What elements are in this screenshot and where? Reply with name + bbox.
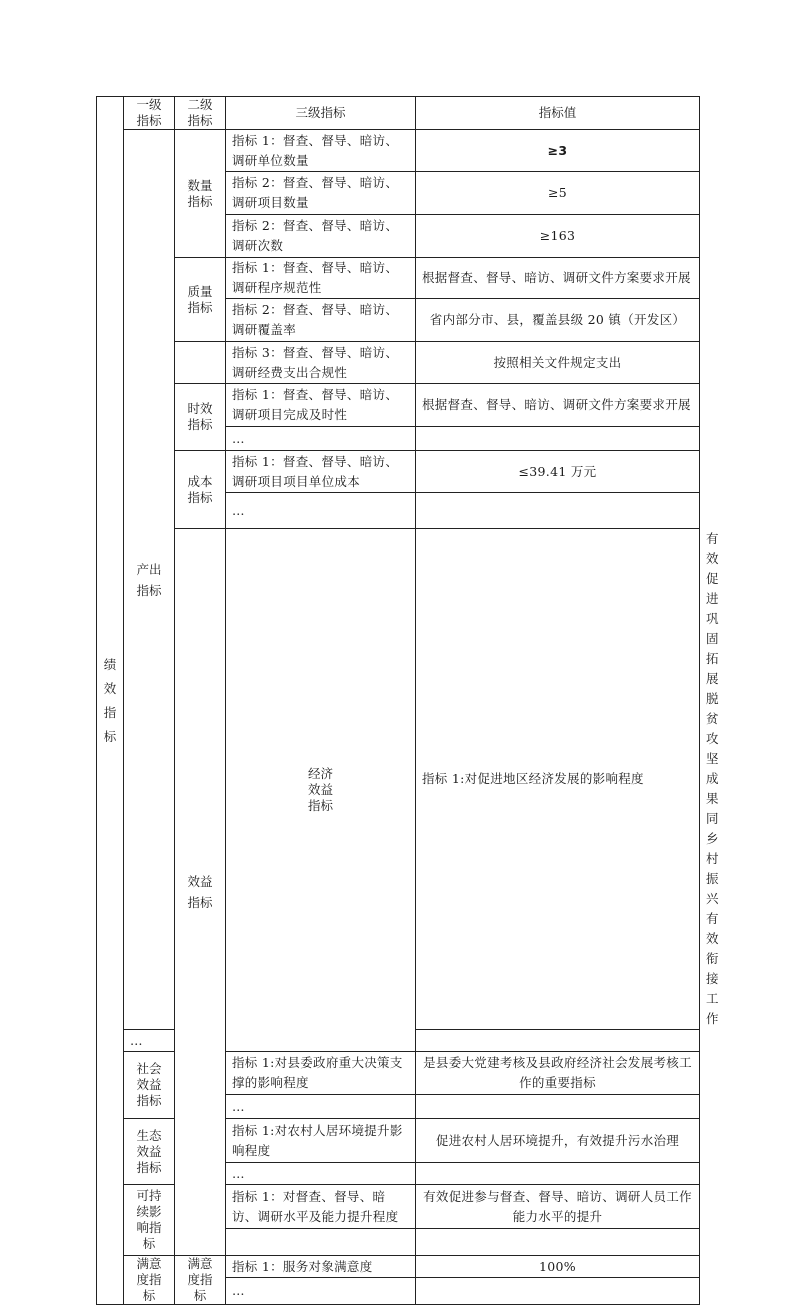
ecological-label-cell [124,1119,175,1185]
quantity-label: 数量指标 [187,177,213,209]
value-cell [416,427,700,451]
blank-label-cell [175,342,226,384]
value-cell [416,1095,700,1119]
indicator-cell: … [124,1030,175,1052]
value-cell: 省内部分市、县，覆盖县级 20 镇（开发区） [416,299,700,342]
indicator-cell: 指标 1：对督查、督导、暗访、调研水平及能力提升程度 [226,1185,416,1229]
satisfaction-label: 满意度指标 [136,1256,162,1303]
value-cell [416,1030,700,1052]
indicator-cell: 指标 1：服务对象满意度 [226,1256,416,1278]
value-cell: ≥5 [416,172,700,215]
indicator-cell: 指标 2：督查、督导、暗访、调研项目数量 [226,172,416,215]
table-row [97,258,700,299]
satisfaction-sub-label: 满意度指标 [187,1256,213,1303]
value-cell: 100% [416,1256,700,1278]
table-row [97,130,700,172]
table-row [97,451,700,493]
quality-label-cell [175,258,226,342]
sustainable-label-cell [124,1185,175,1256]
value-cell [416,1229,700,1256]
table-row: 效益指标 经济效益指标 指标 1:对促进地区经济发展的影响程度 有效促进巩固拓展脱贫攻坚成果同乡村振兴有效衔接工作 [97,529,700,1030]
indicator-cell [226,1229,416,1256]
benefit-label: 效益指标 [187,874,213,910]
indicator-cell: 指标 1：督查、督导、暗访、调研项目完成及时性 [226,384,416,427]
timeliness-label: 时效指标 [187,401,213,432]
cost-label-cell [175,451,226,529]
sustainable-label: 可持续影响指标 [136,1188,162,1251]
table-row [97,384,700,427]
indicator-cell: … [226,1095,416,1119]
indicator-cell: … [226,1163,416,1185]
performance-indicator-table [96,96,719,1305]
value-cell: ≤39.41 万元 [416,451,700,493]
value-cell [416,493,700,529]
root-label: 绩效指标 [103,656,117,744]
value-cell [416,1278,700,1305]
quantity-label-cell [175,130,226,258]
indicator-cell: 指标 3：督查、督导、暗访、调研经费支出合规性 [226,342,416,384]
indicator-cell: 指标 1:对农村人居环境提升影响程度 [226,1119,416,1163]
indicator-cell: … [226,493,416,529]
value-cell: 根据督查、督导、暗访、调研文件方案要求开展 [416,258,700,299]
social-label-cell [124,1052,175,1119]
value-cell: 根据督查、督导、暗访、调研文件方案要求开展 [416,384,700,427]
economic-label-cell [226,529,416,1052]
header-level1: 一级指标 [124,97,175,130]
value-cell: 按照相关文件规定支出 [416,342,700,384]
indicator-cell: 指标 1:对县委政府重大决策支撑的影响程度 [226,1052,416,1095]
indicator-cell: … [226,1278,416,1305]
social-label: 社会效益指标 [136,1061,162,1108]
timeliness-label-cell [175,384,226,451]
indicator-cell: 指标 2：督查、督导、暗访、调研次数 [226,215,416,258]
header-level2: 二级指标 [175,97,226,130]
header-value: 指标值 [416,97,700,130]
value-cell: ≥3 [416,130,700,172]
table-row [97,342,700,384]
indicator-cell: … [226,427,416,451]
indicator-cell: 指标 2：督查、督导、暗访、调研覆盖率 [226,299,416,342]
satisfaction-sub-label-cell [175,1256,226,1305]
output-label-cell [124,130,175,1030]
ecological-label: 生态效益指标 [136,1127,162,1175]
indicator-cell: 指标 1:对促进地区经济发展的影响程度 [416,529,700,1030]
value-cell [416,1163,700,1185]
indicator-cell: 指标 1：督查、督导、暗访、调研单位数量 [226,130,416,172]
indicator-cell: 指标 1：督查、督导、暗访、调研程序规范性 [226,258,416,299]
header-level3: 三级指标 [226,97,416,130]
indicator-cell: 指标 1：督查、督导、暗访、调研项目项目单位成本 [226,451,416,493]
quality-label: 质量指标 [187,283,213,315]
output-label: 产出指标 [136,561,162,598]
header-row [97,97,700,130]
satisfaction-label-cell [124,1256,175,1305]
benefit-label-cell [175,529,226,1256]
table-row [97,1256,700,1278]
value-cell: 是县委大党建考核及县政府经济社会发展考核工作的重要指标 [416,1052,700,1095]
economic-label: 经济效益指标 [307,766,333,813]
value-cell: ≥163 [416,215,700,258]
value-cell: 促进农村人居环境提升，有效提升污水治理 [416,1119,700,1163]
cost-label: 成本指标 [187,473,213,505]
value-cell: 有效促进参与督查、督导、暗访、调研人员工作能力水平的提升 [416,1185,700,1229]
root-label-cell [97,97,124,1305]
